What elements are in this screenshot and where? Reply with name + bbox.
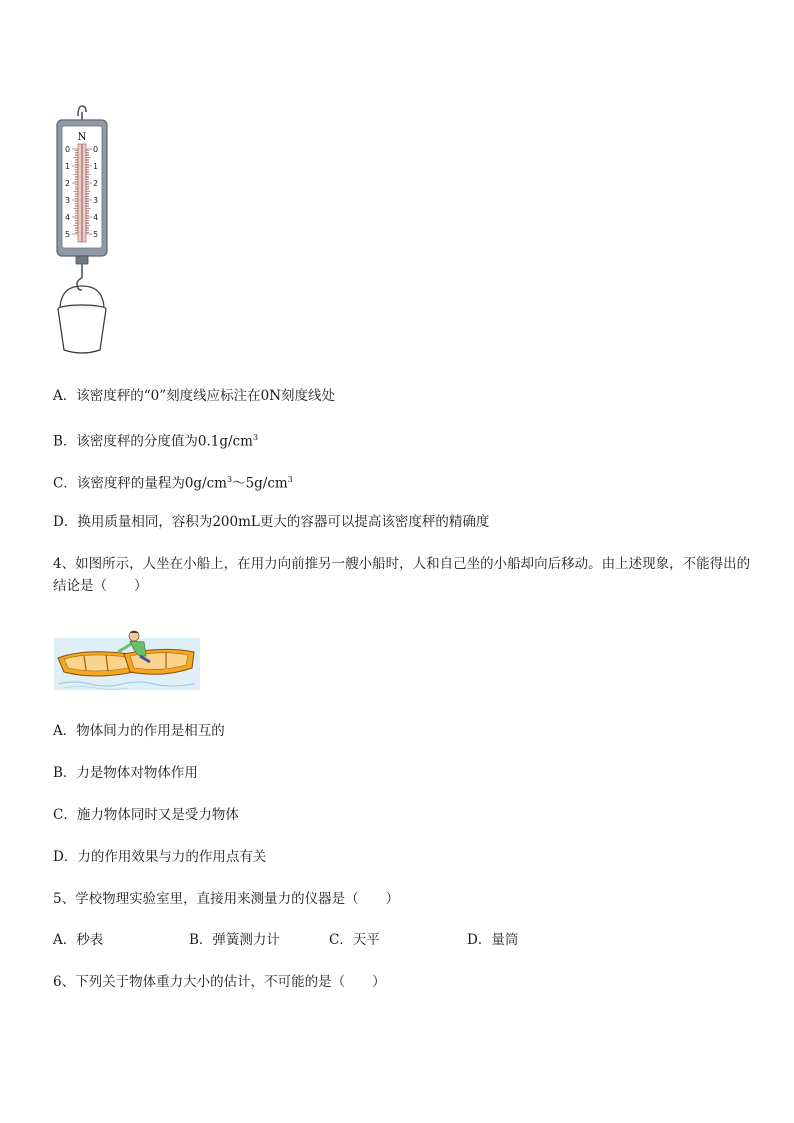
q3-option-c-text-mid: ～5g/cm: [232, 475, 288, 492]
tick-label-left: 1: [65, 162, 71, 171]
superscript: 3: [252, 433, 259, 442]
tick-label-left: 3: [65, 196, 71, 205]
scale-unit-label: N: [77, 132, 87, 143]
q5-option-a: A．秒表: [53, 932, 104, 948]
tick-label-right: 1: [93, 162, 99, 171]
q3-option-a: A．该密度秤的“0”刻度线应标注在0N刻度线处: [53, 388, 336, 404]
q5-option-d: D．量筒: [467, 932, 519, 948]
boats-figure: [54, 628, 200, 690]
q3-option-b-text: B．该密度秤的分度值为0.1g/cm: [53, 433, 253, 450]
superscript: 3: [287, 475, 293, 484]
q4-stem: 4、如图所示，人坐在小船上，在用力向前推另一艘小船时，人和自己坐的小船却向后移动。由上述现象，不能得出的结论是（ ）: [53, 556, 751, 594]
superscript: 3: [226, 475, 233, 484]
q3-option-d: D．换用质量相同，容积为200mL更大的容器可以提高该密度秤的精确度: [53, 514, 490, 530]
tick-label-right: 4: [93, 213, 99, 222]
q4-option-b: B．力是物体对物体作用: [53, 765, 198, 781]
q5-option-c: C．天平: [329, 932, 380, 948]
tick-label-right: 0: [93, 145, 99, 154]
q4-option-a: A．物体间力的作用是相互的: [53, 723, 225, 739]
tick-label-left: 2: [65, 179, 71, 188]
q5-option-b: B．弹簧测力计: [189, 932, 280, 948]
tick-label-right: 3: [93, 196, 99, 205]
tick-label-left: 0: [65, 145, 71, 154]
spring-scale-figure: [52, 102, 112, 360]
tick-label-right: 2: [93, 179, 99, 188]
tick-label-left: 5: [65, 230, 71, 239]
q5-stem: 5、学校物理实验室里，直接用来测量力的仪器是（ ）: [53, 891, 400, 907]
q6-stem: 6、下列关于物体重力大小的估计，不可能的是（ ）: [53, 974, 386, 990]
q4-option-d: D．力的作用效果与力的作用点有关: [53, 849, 267, 865]
q3-option-c-text: C．该密度秤的量程为0g/cm: [53, 475, 227, 492]
q3-option-c: [53, 470, 293, 494]
tick-label-left: 4: [65, 213, 71, 222]
tick-label-right: 5: [93, 230, 99, 239]
q3-option-b: [53, 428, 258, 452]
q4-option-c: C．施力物体同时又是受力物体: [53, 807, 239, 823]
